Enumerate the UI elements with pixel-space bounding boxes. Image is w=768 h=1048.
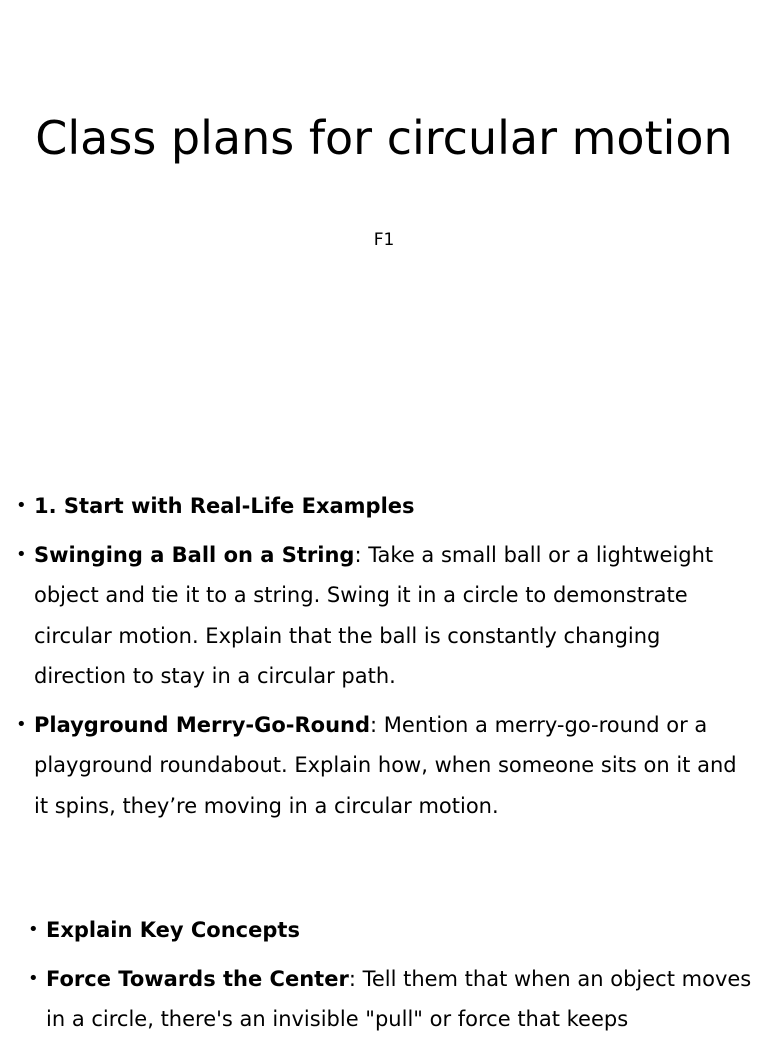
list-item-heading: Playground Merry-Go-Round (34, 712, 371, 737)
list-item-heading: 1. Start with Real-Life Examples (34, 494, 415, 518)
list-item (16, 486, 752, 527)
bullet-list-real-life-examples (16, 486, 752, 834)
bullet-list-key-concepts (28, 910, 758, 1048)
list-item (28, 910, 758, 951)
list-item-heading: Force Towards the Center (46, 966, 349, 991)
list-item-text: : Tell them that when an object moves in a circle, there's an invisible "pull" or force that keeps (46, 966, 752, 1031)
list-item (16, 705, 752, 827)
list-item-text: : Take a small ball or a lightweight object and tie it to a string. Swing it in a circle to demonstrate circular motion. Explain that the ball is constantly changing direction to stay in a circular path. (34, 542, 714, 688)
list-item (28, 959, 758, 1040)
list-item-text: : Mention a merry-go-round or a playground roundabout. Explain how, when someone sits on it and it spins, they’re moving in a circular motion. (34, 712, 737, 818)
list-item-heading: Explain Key Concepts (46, 918, 300, 942)
slide-title: Class plans for circular motion (35, 111, 733, 165)
list-item-heading: Swinging a Ball on a String (34, 542, 355, 567)
slide-subtitle: F1 (373, 230, 395, 250)
list-item (16, 535, 752, 697)
